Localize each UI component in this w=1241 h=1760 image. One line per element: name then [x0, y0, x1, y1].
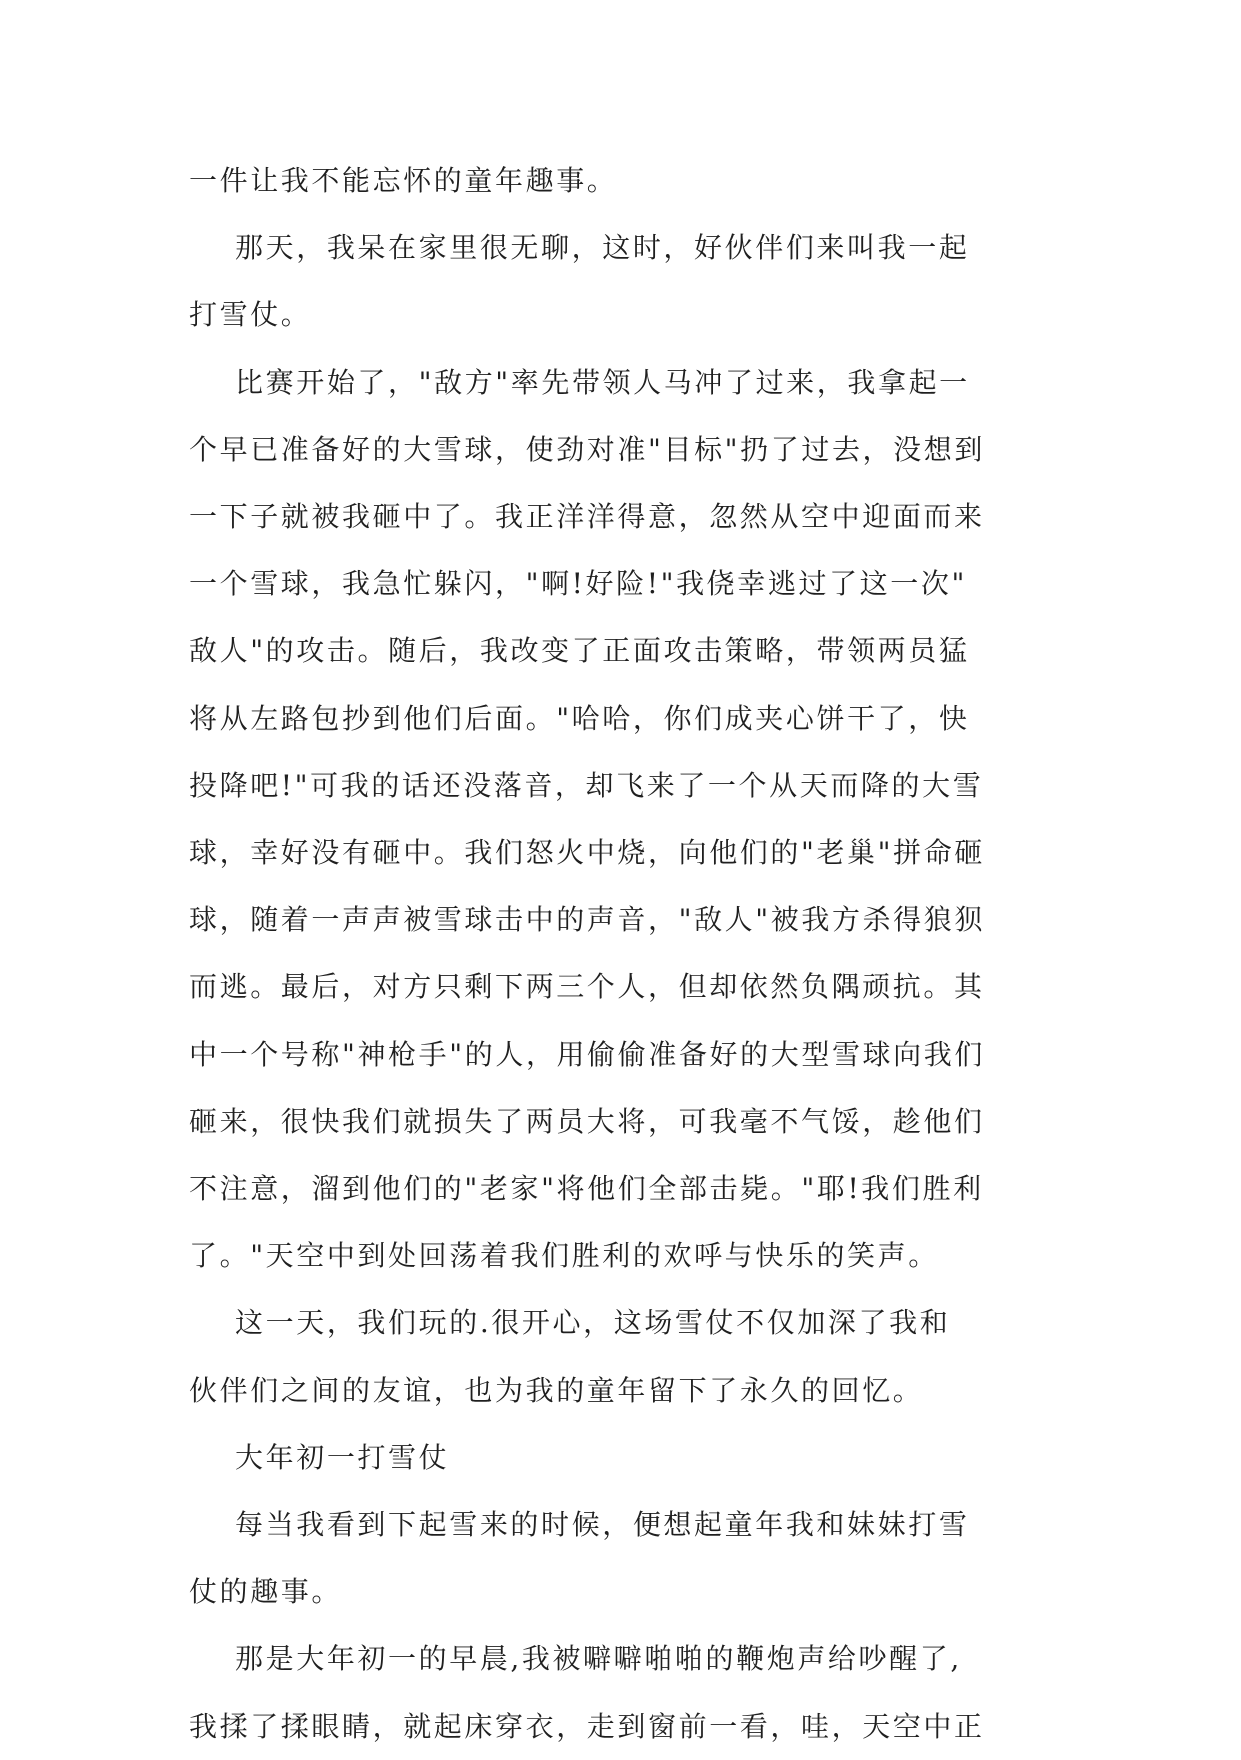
section-heading: 大年初一打雪仗 — [189, 1440, 450, 1474]
text-line: 不注意，溜到他们的"老家"将他们全部击毙。"耶!我们胜利 — [189, 1172, 984, 1206]
text-line: 而逃。最后，对方只剩下两三个人，但却依然负隅顽抗。其 — [189, 970, 985, 1004]
text-line: 了。"天空中到处回荡着我们胜利的欢呼与快乐的笑声。 — [189, 1239, 939, 1273]
text-line: 个早已准备好的大雪球，使劲对准"目标"扔了过去，没想到 — [189, 432, 985, 466]
text-line: 那是大年初一的早晨,我被噼噼啪啪的鞭炮声给吵醒了, — [189, 1642, 962, 1676]
text-line: 比赛开始了，"敌方"率先带领人马冲了过来，我拿起一 — [189, 365, 970, 399]
text-line: 敌人"的攻击。随后，我改变了正面攻击策略，带领两员猛 — [189, 634, 970, 668]
text-line: 那天，我呆在家里很无聊，这时，好伙伴们来叫我一起 — [189, 231, 970, 265]
text-line: 打雪仗。 — [189, 298, 312, 332]
text-line: 每当我看到下起雪来的时候，便想起童年我和妹妹打雪 — [189, 1508, 970, 1542]
text-line: 我揉了揉眼睛，就起床穿衣，走到窗前一看，哇，天空中正 — [189, 1709, 985, 1743]
essay-body — [189, 147, 1049, 1760]
text-line: 这一天，我们玩的.很开心，这场雪仗不仅加深了我和 — [189, 1306, 951, 1340]
text-line: 伙伴们之间的友谊，也为我的童年留下了永久的回忆。 — [189, 1373, 924, 1407]
text-line: 将从左路包抄到他们后面。"哈哈，你们成夹心饼干了，快 — [189, 701, 970, 735]
text-line: 一件让我不能忘怀的童年趣事。 — [189, 164, 618, 197]
text-line: 球，随着一声声被雪球击中的声音，"敌人"被我方杀得狼狈 — [189, 903, 985, 937]
text-line: 砸来，很快我们就损失了两员大将，可我毫不气馁，趁他们 — [189, 1104, 985, 1138]
text-line: 一个雪球，我急忙躲闪，"啊!好险!"我侥幸逃过了这一次" — [189, 567, 967, 601]
text-line: 中一个号称"神枪手"的人，用偷偷准备好的大型雪球向我们 — [189, 1037, 985, 1071]
text-line: 仗的趣事。 — [189, 1575, 343, 1609]
text-line: 投降吧!"可我的话还没落音，却飞来了一个从天而降的大雪 — [189, 768, 984, 802]
text-line: 球，幸好没有砸中。我们怒火中烧，向他们的"老巢"拼命砸 — [189, 836, 985, 870]
text-line: 一下子就被我砸中了。我正洋洋得意，忽然从空中迎面而来 — [189, 500, 985, 534]
